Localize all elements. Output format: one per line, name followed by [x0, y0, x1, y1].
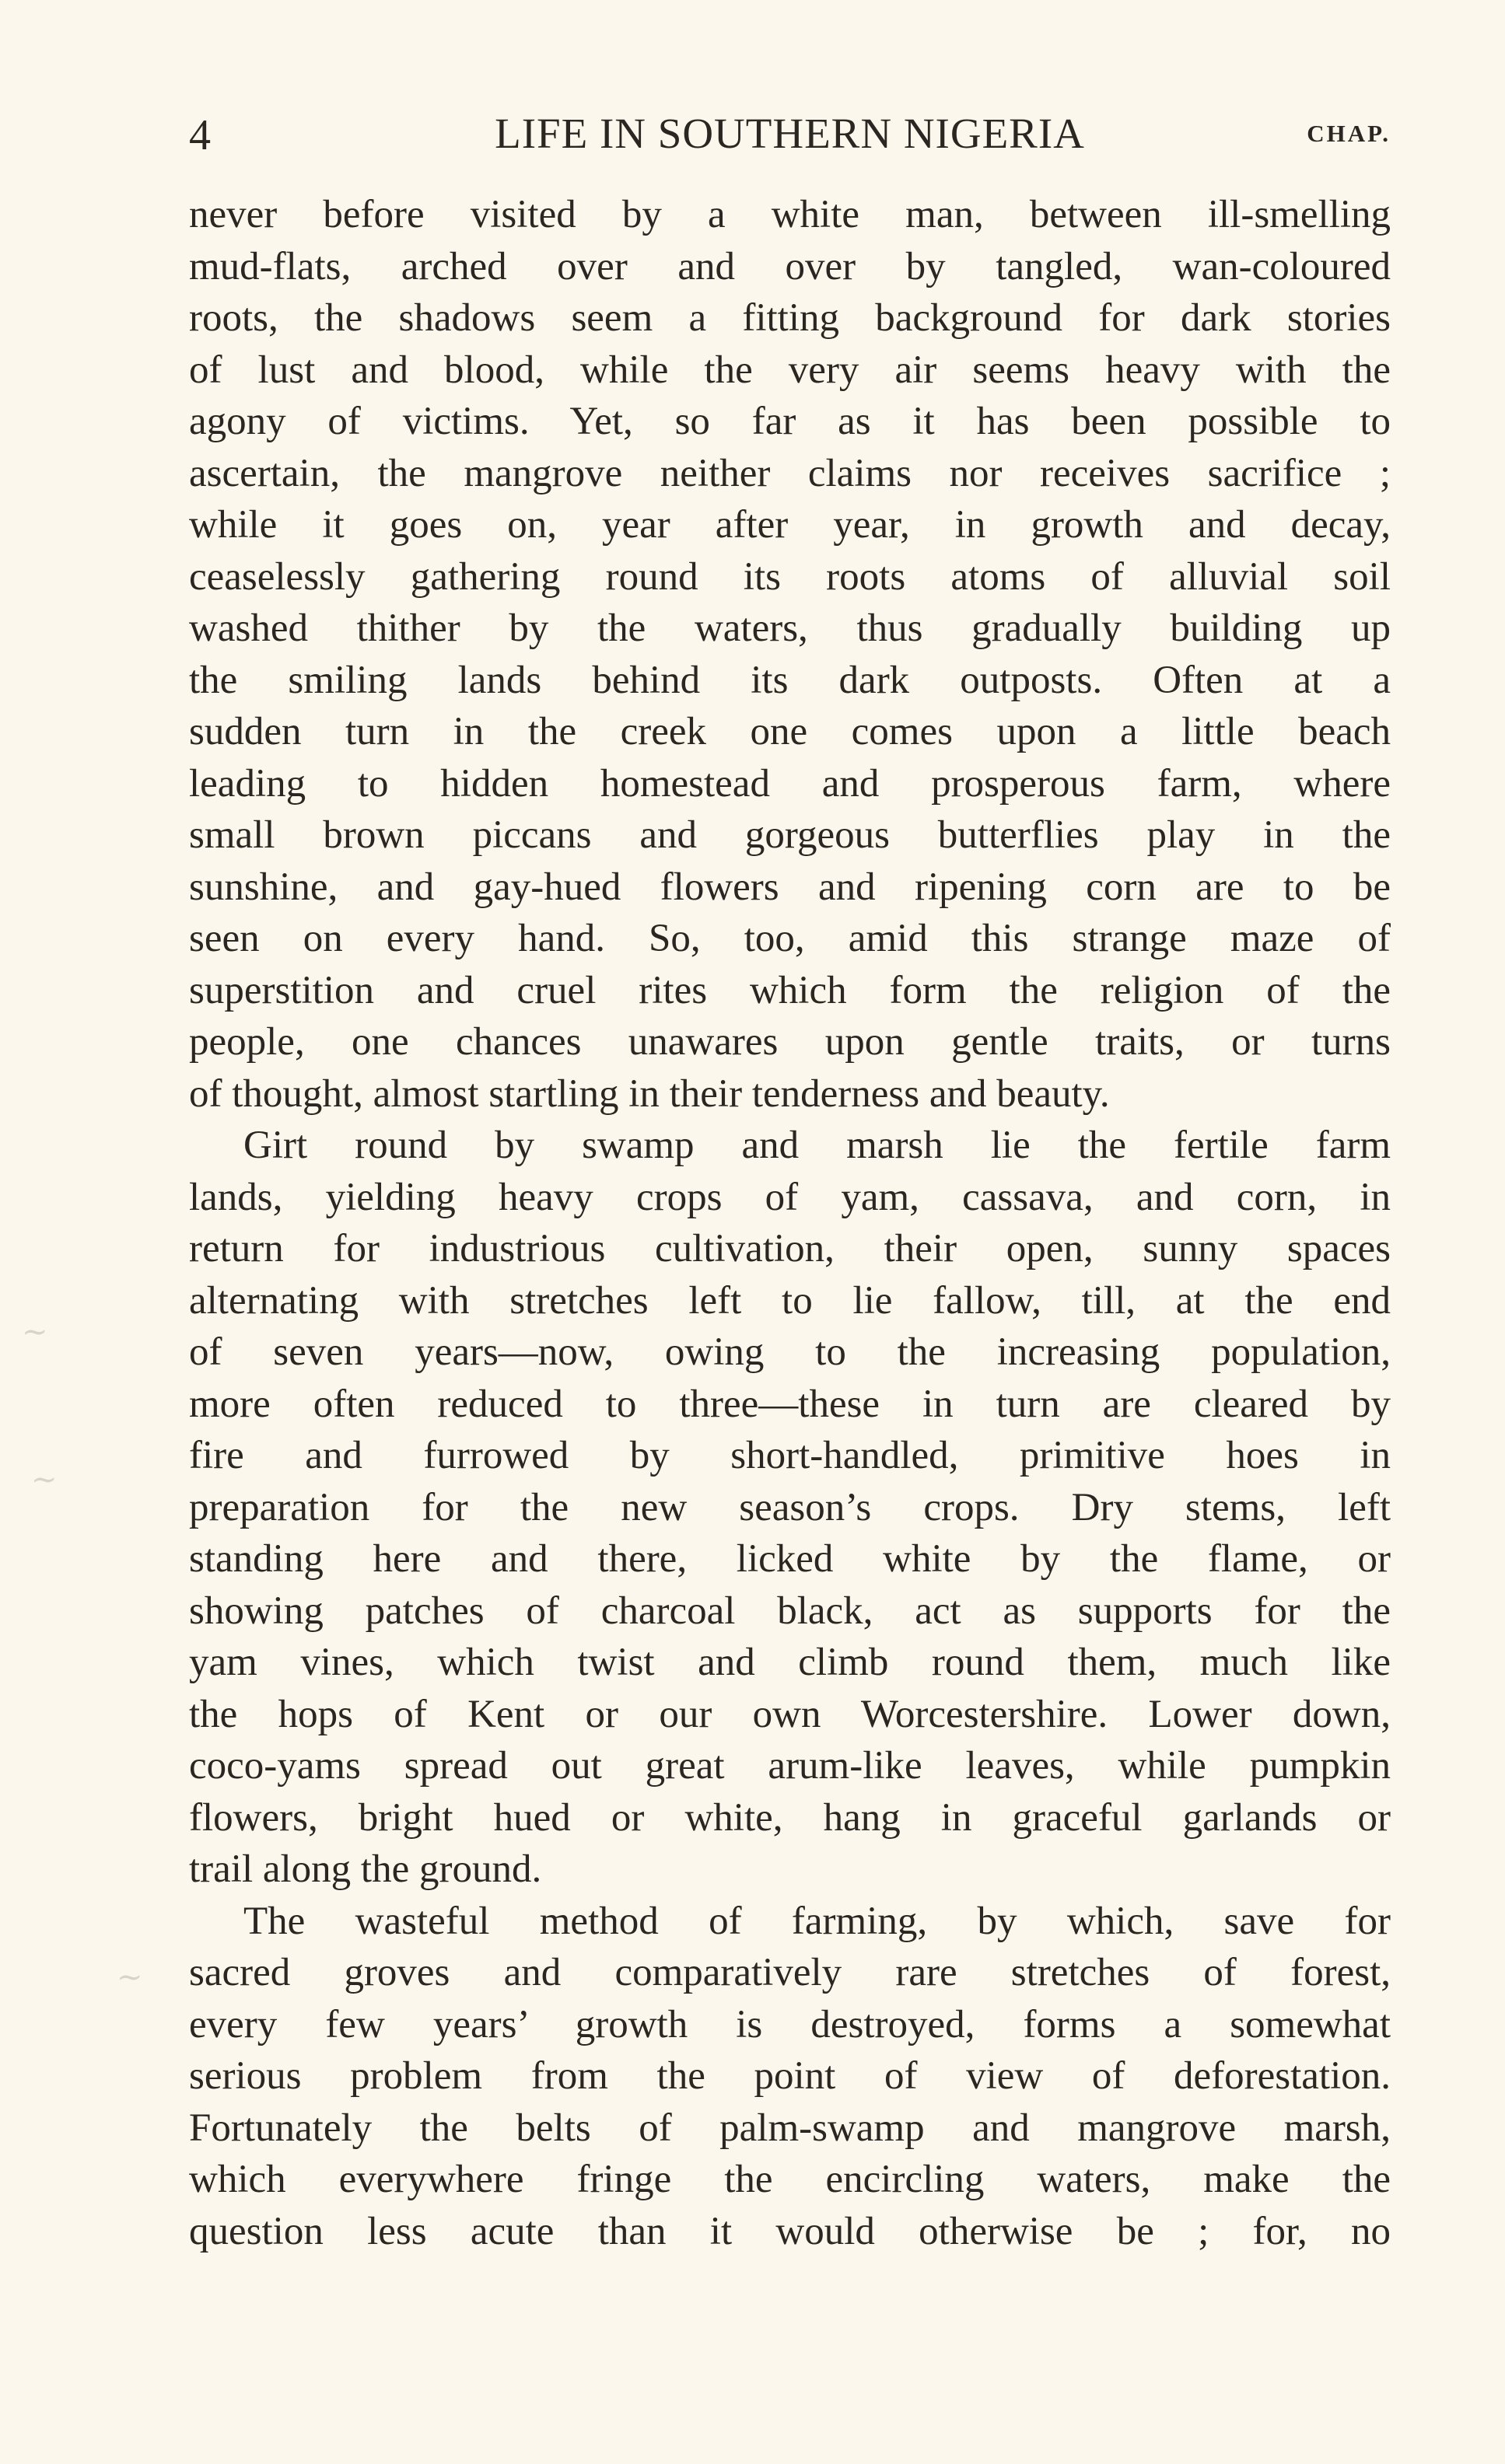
- running-title: LIFE IN SOUTHERN NIGERIA: [495, 110, 1085, 157]
- text-line: coco-yams spread out great arum-like leaves, while pumpkin: [189, 1744, 1391, 1788]
- text-line: leading to hidden homestead and prosperous farm, where: [189, 761, 1391, 806]
- text-line: seen on every hand. So, too, amid this strange maze of: [189, 917, 1391, 960]
- text-line: small brown piccans and gorgeous butterflies play in the: [189, 813, 1391, 857]
- text-line: fire and furrowed by short-handled, primitive hoes in: [189, 1434, 1391, 1477]
- text-line: The wasteful method of farming, by which, save for: [243, 1899, 1391, 1943]
- text-line: return for industrious cultivation, their open, sunny spaces: [189, 1227, 1391, 1270]
- margin-pencil-mark: ~: [22, 1314, 48, 1350]
- text-line: question less acute than it would otherwise be ; for, no: [189, 2209, 1391, 2253]
- margin-pencil-mark: ~: [31, 1462, 58, 1498]
- text-line: of lust and blood, while the very air seems heavy with the: [189, 348, 1391, 392]
- text-line: standing here and there, licked white by the flame, or: [189, 1537, 1391, 1581]
- text-line: sacred groves and comparatively rare stretches of forest,: [189, 1951, 1391, 1994]
- text-line: serious problem from the point of view of deforestation.: [189, 2054, 1391, 2098]
- text-line: washed thither by the waters, thus gradually building up: [189, 606, 1391, 650]
- text-line: Fortunately the belts of palm-swamp and mangrove marsh,: [189, 2106, 1391, 2150]
- text-line: lands, yielding heavy crops of yam, cassava, and corn, in: [189, 1175, 1391, 1219]
- text-line: of thought, almost startling in their tenderness and beauty.: [189, 1071, 1110, 1116]
- text-line: superstition and cruel rites which form the religion of the: [189, 968, 1391, 1012]
- text-line: sudden turn in the creek one comes upon a little beach: [189, 710, 1391, 753]
- page-header: [189, 103, 1391, 165]
- text-line: preparation for the new season’s crops. Dry stems, left: [189, 1485, 1391, 1529]
- text-line: while it goes on, year after year, in growth and decay,: [189, 503, 1391, 547]
- text-line: every few years’ growth is destroyed, forms a somewhat: [189, 2002, 1391, 2046]
- page-number: 4: [189, 111, 211, 159]
- text-line: more often reduced to three—these in turn are cleared by: [189, 1382, 1391, 1426]
- text-line: people, one chances unawares upon gentle traits, or turns: [189, 1020, 1391, 1064]
- text-line: roots, the shadows seem a fitting background for dark stories: [189, 296, 1391, 340]
- body-text: [189, 189, 1391, 2257]
- chapter-label: CHAP.: [1307, 120, 1391, 147]
- text-line: flowers, bright hued or white, hang in graceful garlands or: [189, 1795, 1391, 1840]
- text-line: trail along the ground.: [189, 1847, 542, 1891]
- text-line: Girt round by swamp and marsh lie the fertile farm: [243, 1124, 1391, 1167]
- text-line: mud-flats, arched over and over by tangled, wan-coloured: [189, 244, 1391, 288]
- text-line: the hops of Kent or our own Worcestershire. Lower down,: [189, 1692, 1391, 1736]
- text-line: ascertain, the mangrove neither claims nor receives sacrifice ;: [189, 451, 1391, 495]
- margin-pencil-mark: ~: [117, 1959, 143, 1995]
- text-line: never before visited by a white man, between ill-smelling: [189, 193, 1391, 236]
- text-line: agony of victims. Yet, so far as it has been possible to: [189, 400, 1391, 443]
- text-line: of seven years—now, owing to the increasing population,: [189, 1330, 1391, 1374]
- text-line: the smiling lands behind its dark outposts. Often at a: [189, 658, 1391, 702]
- text-line: ceaselessly gathering round its roots atoms of alluvial soil: [189, 554, 1391, 599]
- text-line: yam vines, which twist and climb round them, much like: [189, 1641, 1391, 1684]
- text-line: alternating with stretches left to lie fallow, till, at the end: [189, 1278, 1391, 1323]
- text-line: which everywhere fringe the encircling waters, make the: [189, 2158, 1391, 2201]
- text-line: sunshine, and gay-hued flowers and ripening corn are to be: [189, 865, 1391, 909]
- text-line: showing patches of charcoal black, act as supports for the: [189, 1588, 1391, 1633]
